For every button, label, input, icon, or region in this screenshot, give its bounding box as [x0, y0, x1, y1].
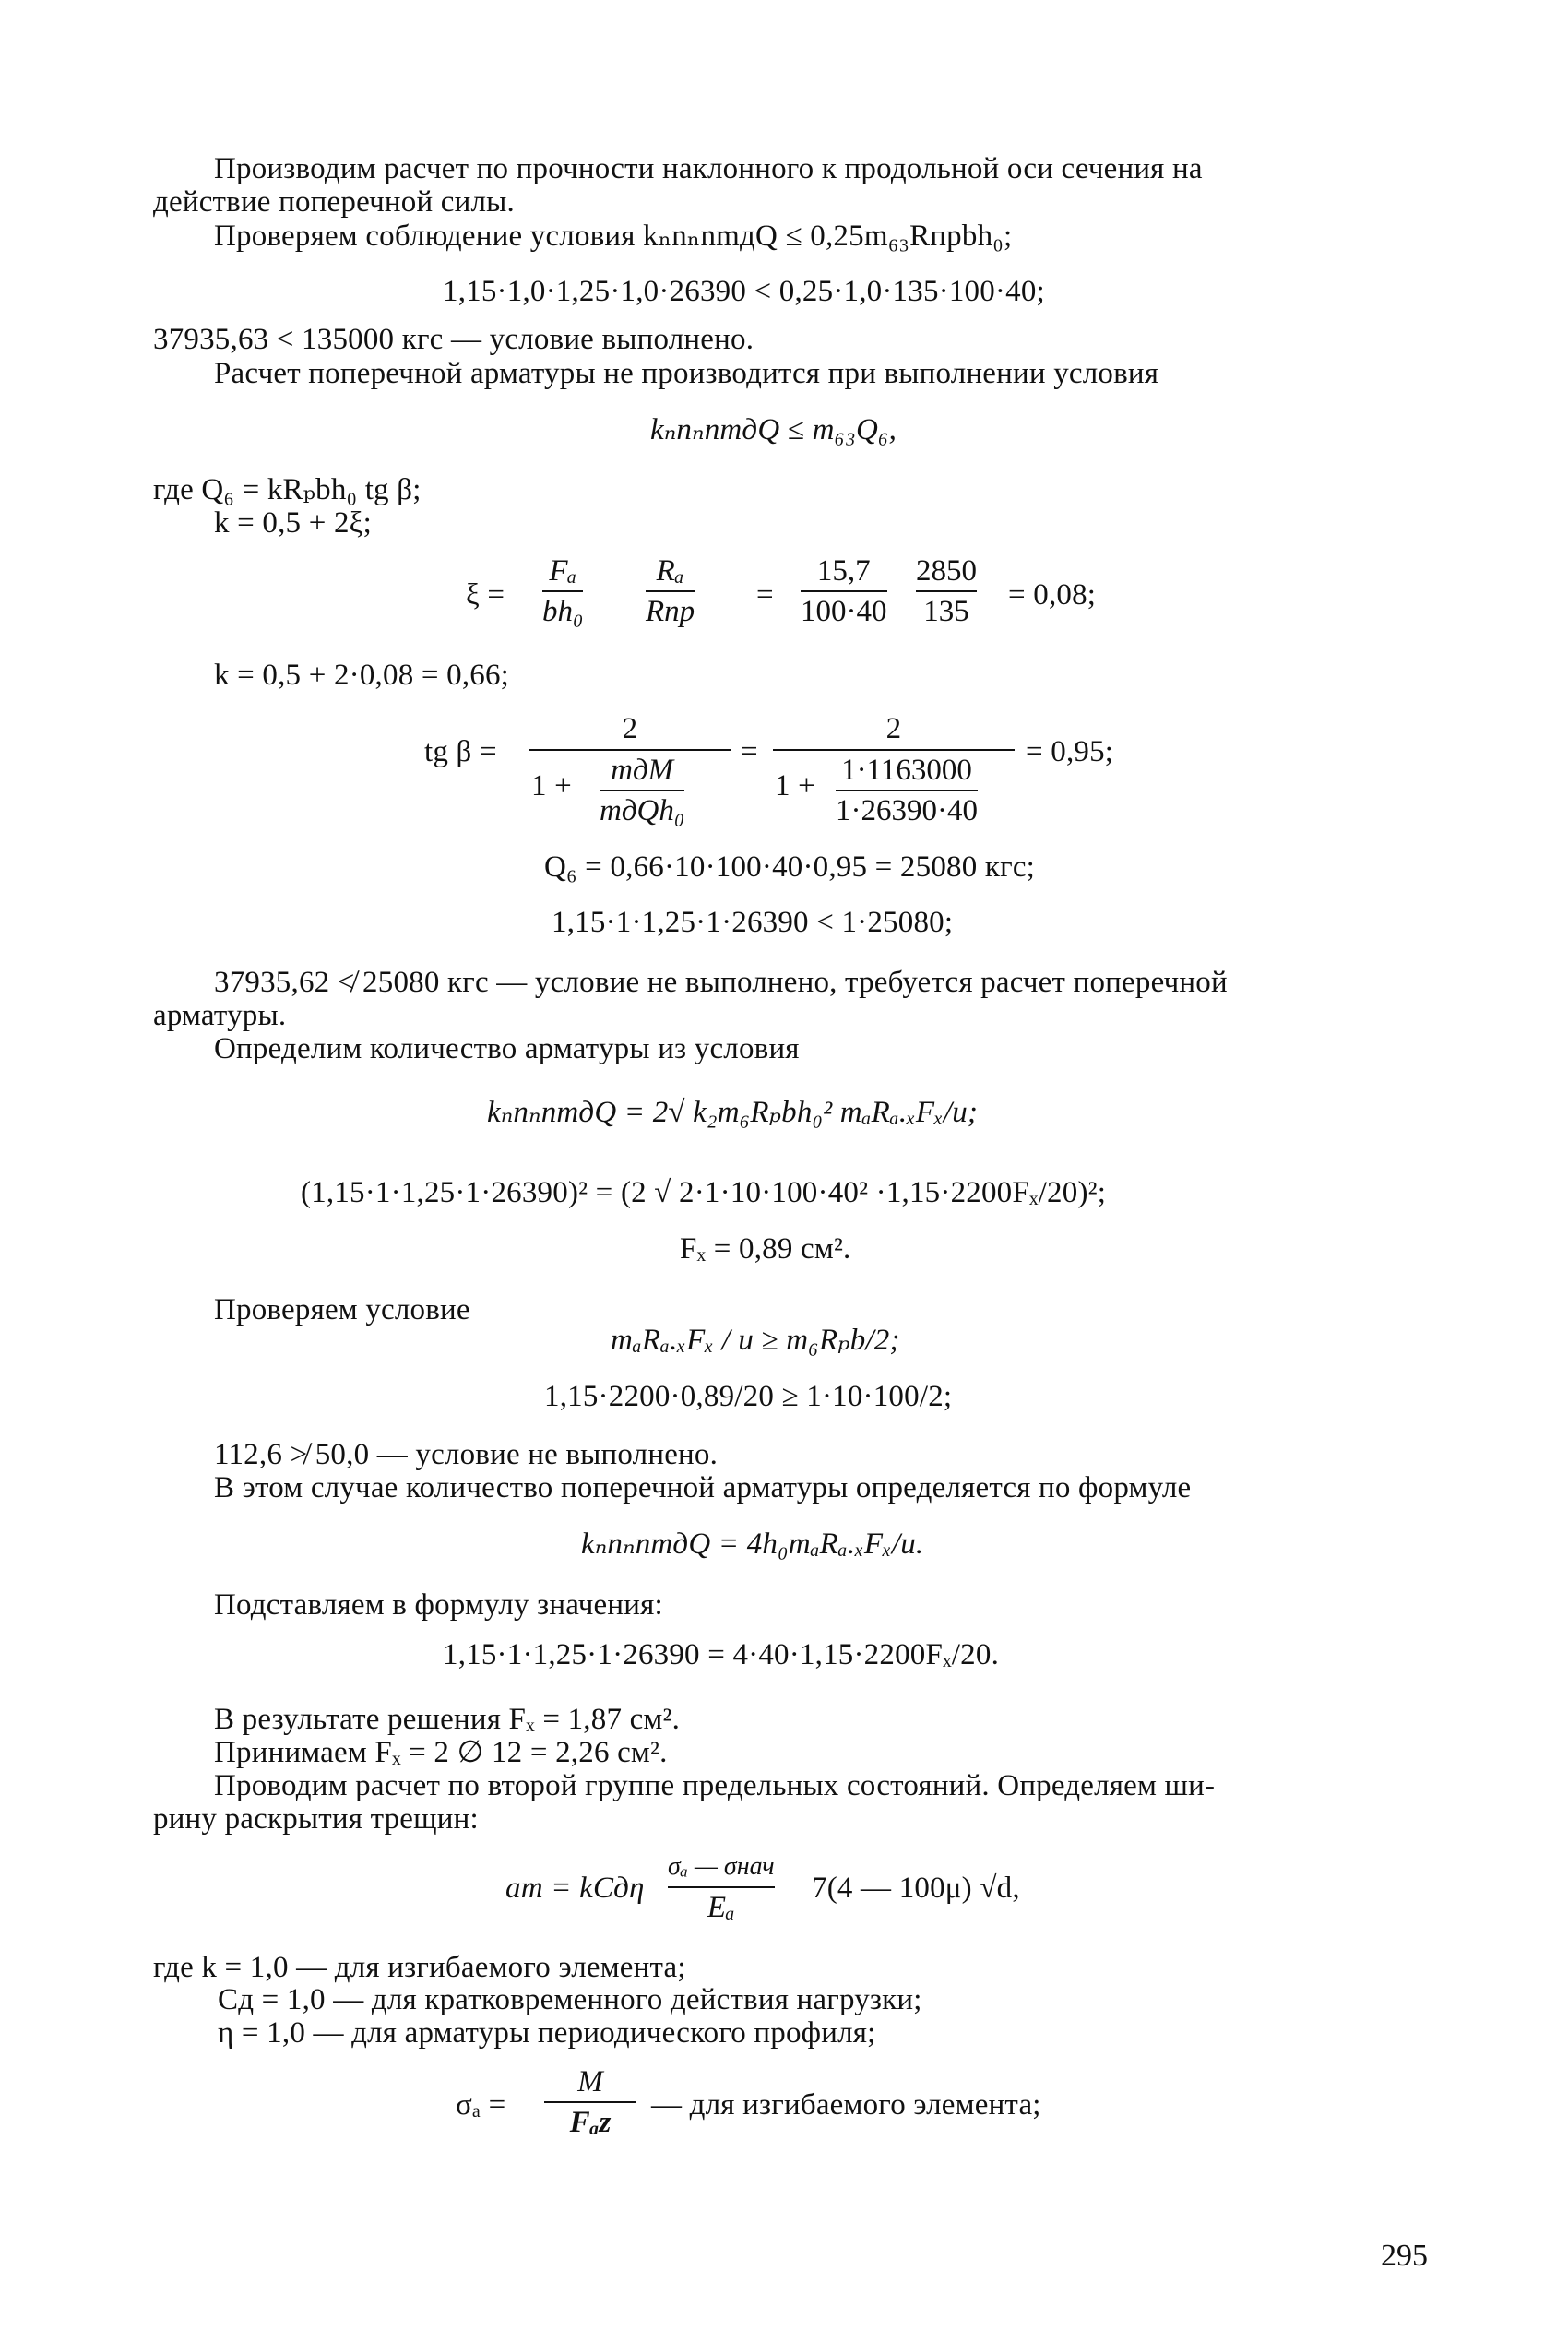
- text-line: Определим количество арматуры из условия: [214, 1032, 800, 1065]
- fraction-bar: [916, 590, 977, 592]
- fraction-bar: [542, 590, 583, 592]
- tg-equals: =: [741, 735, 758, 768]
- text-line: η = 1,0 — для арматуры периодического профиля;: [218, 2016, 876, 2050]
- fraction-denominator: Eₐ: [707, 1891, 735, 1924]
- text-line: 112,6 ≯ 50,0 — условие не выполнено.: [214, 1438, 719, 1471]
- formula-line: kₙnₙnmдQ = 4h₀mₐRₐ.ₓFₓ/u.: [581, 1528, 924, 1561]
- formula-line: (1,15·1·1,25·1·26390)² = (2 √ 2·1·10·100·40² ·1,15·2200Fₓ/20)²;: [301, 1176, 1107, 1209]
- inner-fraction: [600, 753, 684, 828]
- text-line: Принимаем Fₓ = 2 ∅ 12 = 2,26 см².: [214, 1736, 668, 1769]
- xi-result: = 0,08;: [1008, 578, 1097, 612]
- formula-line: 1,15·1·1,25·1·26390 < 1·25080;: [552, 906, 954, 939]
- text-line: арматуры.: [153, 999, 287, 1032]
- xi-equals: =: [756, 578, 774, 612]
- fraction-bar: [668, 1886, 775, 1888]
- one-plus: 1 +: [775, 769, 815, 802]
- fraction-bar: [646, 590, 695, 592]
- text-line: Расчет поперечной арматуры не производится при выполнении условия: [214, 357, 1159, 390]
- text-line: Проверяем условие: [214, 1293, 470, 1326]
- fraction-bar: [600, 790, 684, 791]
- formula-line: kₙnₙnmдQ ≤ m₆₃Q₆,: [650, 413, 897, 446]
- fraction-numerator: Rₐ: [656, 554, 684, 588]
- fraction-denominator: Rпр: [646, 595, 695, 628]
- tg-result: = 0,95;: [1026, 735, 1114, 768]
- fraction-numerator: 15,7: [816, 554, 871, 588]
- fraction-numerator: 2: [622, 712, 638, 745]
- fraction-numerator: 1·1163000: [841, 754, 972, 787]
- formula-line: kₙnₙnmдQ = 2√ k₂m₆Rₚbh₀² mₐRₐ.ₓFₓ/u;: [487, 1096, 979, 1129]
- text-line: действие поперечной силы.: [153, 185, 515, 219]
- text-line: 37935,63 < 135000 кгс — условие выполнено.: [153, 323, 754, 356]
- text-line: Проверяем соблюдение условия kₙnₙnmдQ ≤ 0,25m₆₃Rпрbh₀;: [214, 220, 1013, 253]
- xi-fraction-2: [646, 553, 695, 629]
- tg-lhs: tg β =: [424, 735, 497, 768]
- sigma-lhs: σₐ =: [456, 2088, 506, 2122]
- text-line: Cд = 1,0 — для кратковременного действия нагрузки;: [218, 1983, 922, 2016]
- formula-line: 1,15·1,0·1,25·1,0·26390 < 0,25·1,0·135·100·40;: [443, 275, 1045, 308]
- xi-fraction-3: [801, 553, 887, 629]
- text-line: В этом случае количество поперечной арматуры определяется по формуле: [214, 1471, 1192, 1504]
- sigma-rest: — для изгибаемого элемента;: [651, 2088, 1041, 2122]
- fraction-bar: [801, 590, 887, 592]
- fraction-bar: [544, 2101, 636, 2103]
- crack-rest: 7(4 — 100μ) √d,: [812, 1872, 1020, 1905]
- text-line: Проводим расчет по второй группе предельных состояний. Определяем ши-: [214, 1769, 1216, 1802]
- tg-fraction-1: [529, 710, 731, 826]
- fraction-bar: [836, 790, 978, 791]
- text-line: где Q₆ = kRₚbh₀ tg β;: [153, 473, 422, 506]
- text-line: где k = 1,0 — для изгибаемого элемента;: [153, 1951, 686, 1984]
- fraction-denominator: mдQh₀: [600, 794, 685, 827]
- xi-fraction-1: [542, 553, 583, 629]
- text-line: k = 0,5 + 2ξ;: [214, 506, 372, 540]
- text-line: 37935,62 ≮ 25080 кгс — условие не выполнено, требуется расчет поперечной: [214, 966, 1228, 999]
- formula-line: Q₆ = 0,66·10·100·40·0,95 = 25080 кгс;: [544, 850, 1036, 884]
- fraction-numerator: σₐ — σнач: [668, 1852, 775, 1881]
- text-line: k = 0,5 + 2·0,08 = 0,66;: [214, 659, 510, 692]
- formula-line: 1,15·2200·0,89/20 ≥ 1·10·100/2;: [544, 1380, 953, 1413]
- text-line: Подставляем в формулу значения:: [214, 1588, 663, 1622]
- tg-fraction-2: [773, 710, 1015, 826]
- formula-line: Fₓ = 0,89 см².: [680, 1232, 851, 1266]
- fraction-denominator: 100·40: [801, 595, 887, 628]
- text-line: Производим расчет по прочности наклонного к продольной оси сечения на: [214, 152, 1203, 185]
- fraction-denominator: Fₐz: [569, 2106, 612, 2139]
- inner-fraction: [836, 753, 978, 828]
- xi-lhs: ξ =: [466, 578, 505, 612]
- text-line: В результате решения Fₓ = 1,87 см².: [214, 1703, 681, 1736]
- fraction-numerator: 2850: [916, 554, 977, 588]
- crack-fraction: [668, 1849, 775, 1925]
- crack-lhs: aт = kCдη: [505, 1872, 645, 1905]
- fraction-denominator: 1·26390·40: [836, 794, 978, 827]
- fraction-denominator: 135: [923, 595, 969, 628]
- fraction-numerator: 2: [885, 712, 902, 745]
- fraction-numerator: Fₐ: [549, 554, 577, 588]
- text-line: рину раскрытия трещин:: [153, 1802, 479, 1836]
- formula-line: mₐRₐ.ₓFₓ / u ≥ m₆Rₚb/2;: [611, 1324, 900, 1357]
- fraction-denominator: bh₀: [542, 595, 584, 628]
- sigma-fraction: [544, 2064, 636, 2140]
- fraction-numerator: M: [577, 2065, 603, 2098]
- xi-fraction-4: [916, 553, 977, 629]
- one-plus: 1 +: [531, 769, 572, 802]
- formula-line: 1,15·1·1,25·1·26390 = 4·40·1,15·2200Fₓ/20.: [443, 1638, 1000, 1671]
- page-number: 295: [1381, 2239, 1428, 2273]
- fraction-numerator: mдM: [611, 754, 674, 787]
